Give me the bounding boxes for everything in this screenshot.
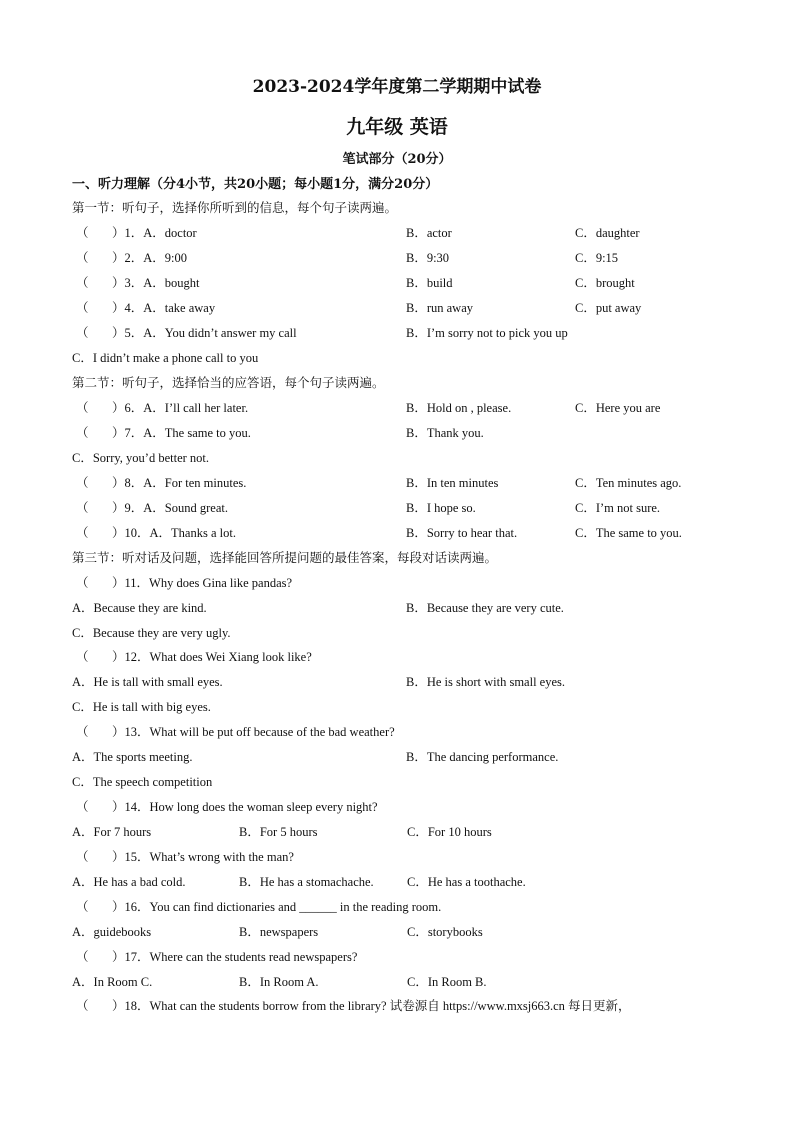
question-2 [0, 248, 794, 266]
section1-instruction: 第一节：听句子，选择你所听到的信息，每个句子读两遍。 [72, 200, 398, 215]
q5-option-b: B．I’m sorry not to pick you up [406, 326, 568, 340]
q15-stem: ）15．What’s wrong with the man? [112, 850, 294, 864]
question-10 [0, 523, 794, 541]
q6-option-c: C．Here you are [575, 401, 661, 415]
q11-option-b: B．Because they are very cute. [406, 601, 564, 615]
paren-open: （ [76, 226, 89, 240]
q5-option-c: C．I didn’t make a phone call to you [72, 351, 259, 365]
paren-open: （ [76, 276, 89, 290]
q8-option-c: C．Ten minutes ago. [575, 476, 682, 490]
exam-part-title: 笔试部分（20分） [342, 152, 452, 167]
q3-option-a: ）3．A．bought [112, 276, 200, 290]
paren-open: （ [76, 900, 89, 914]
q16-option-c: C．storybooks [407, 925, 483, 939]
paren-open: （ [76, 426, 89, 440]
paren-open: （ [76, 476, 89, 490]
q13-option-b: B．The dancing performance. [406, 750, 559, 764]
q16-options [0, 922, 794, 940]
question-15 [0, 847, 794, 865]
paren-open: （ [76, 725, 89, 739]
question-8 [0, 473, 794, 491]
q17-stem: ）17．Where can the students read newspapers? [112, 950, 358, 964]
paren-open: （ [76, 576, 89, 590]
q9-option-c: C．I’m not sure. [575, 501, 661, 515]
paren-open: （ [76, 800, 89, 814]
q2-option-c: C．9:15 [575, 251, 619, 265]
q8-option-a: ）8．A．For ten minutes. [112, 476, 247, 490]
q14-stem: ）14．How long does the woman sleep every night? [112, 800, 378, 814]
q12-option-b: B．He is short with small eyes. [406, 675, 566, 689]
q12-option-a: A．He is tall with small eyes. [72, 675, 223, 689]
q9-option-a: ）9．A．Sound great. [112, 501, 228, 515]
question-18 [0, 996, 794, 1014]
paren-open: （ [76, 650, 89, 664]
q7-option-c: C．Sorry, you’d better not. [72, 451, 210, 465]
q10-option-b: B．Sorry to hear that. [406, 526, 518, 540]
q6-option-a: ）6．A．I’ll call her later. [112, 401, 249, 415]
q13-options [0, 747, 794, 765]
q17-option-a: A．In Room C. [72, 975, 153, 989]
q14-options [0, 822, 794, 840]
question-6 [0, 398, 794, 416]
q4-option-b: B．run away [406, 301, 473, 315]
q13-option-a: A．The sports meeting. [72, 750, 193, 764]
question-12 [0, 647, 794, 665]
q15-option-b: B．He has a stomachache. [239, 875, 374, 889]
q13-stem: ）13．What will be put off because of the bad weather? [112, 725, 395, 739]
q16-option-b: B．newspapers [239, 925, 319, 939]
question-17 [0, 947, 794, 965]
q4-option-a: ）4．A．take away [112, 301, 216, 315]
paren-open: （ [76, 501, 89, 515]
q10-option-c: C．The same to you. [575, 526, 682, 540]
q17-option-b: B．In Room A. [239, 975, 319, 989]
q4-option-c: C．put away [575, 301, 642, 315]
q15-option-a: A．He has a bad cold. [72, 875, 186, 889]
q13-option-c: C．The speech competition [72, 775, 213, 789]
question-5 [0, 323, 794, 341]
q16-stem: ）16．You can find dictionaries and ______ in the reading room. [112, 900, 442, 914]
exam-subtitle: 九年级 英语 [346, 116, 448, 138]
q1-option-c: C．daughter [575, 226, 640, 240]
q12-option-c: C．He is tall with big eyes. [72, 700, 211, 714]
q14-option-a: A．For 7 hours [72, 825, 152, 839]
q11-stem: ）11．Why does Gina like pandas? [112, 576, 293, 590]
q6-option-b: B．Hold on , please. [406, 401, 512, 415]
section2-instruction: 第二节：听句子，选择恰当的应答语，每个句子读两遍。 [72, 375, 385, 390]
q8-option-b: B．In ten minutes [406, 476, 499, 490]
q10-option-a: ）10．A．Thanks a lot. [112, 526, 236, 540]
question-1 [0, 223, 794, 241]
q14-option-b: B．For 5 hours [239, 825, 318, 839]
q1-option-a: ）1．A．doctor [112, 226, 197, 240]
q12-options [0, 672, 794, 690]
q17-option-c: C．In Room B. [407, 975, 487, 989]
question-9 [0, 498, 794, 516]
paren-open: （ [76, 251, 89, 265]
paren-open: （ [76, 301, 89, 315]
q17-options [0, 972, 794, 990]
paren-open: （ [76, 850, 89, 864]
listening-heading: 一、听力理解（分4小节，共20小题；每小题1分，满分20分） [72, 177, 439, 192]
paren-open: （ [76, 526, 89, 540]
question-7 [0, 423, 794, 441]
question-4 [0, 298, 794, 316]
q11-options [0, 598, 794, 616]
q18-stem: ）18．What can the students borrow from the library? 试卷源自 https://www.mxsj663.cn 每日更新， [112, 999, 631, 1013]
q12-stem: ）12．What does Wei Xiang look like? [112, 650, 312, 664]
q16-option-a: A．guidebooks [72, 925, 152, 939]
question-14 [0, 797, 794, 815]
section3-instruction: 第三节：听对话及问题，选择能回答所提问题的最佳答案，每段对话读两遍。 [72, 550, 498, 565]
q3-option-b: B．build [406, 276, 453, 290]
question-13 [0, 722, 794, 740]
q2-option-b: B．9:30 [406, 251, 450, 265]
q15-option-c: C．He has a toothache. [407, 875, 526, 889]
q7-option-a: ）7．A．The same to you. [112, 426, 251, 440]
q2-option-a: ）2．A．9:00 [112, 251, 188, 265]
q11-option-c: C．Because they are very ugly. [72, 626, 231, 640]
q7-option-b: B．Thank you. [406, 426, 484, 440]
q14-option-c: C．For 10 hours [407, 825, 492, 839]
paren-open: （ [76, 950, 89, 964]
question-3 [0, 273, 794, 291]
q15-options [0, 872, 794, 890]
q9-option-b: B．I hope so. [406, 501, 476, 515]
question-16 [0, 897, 794, 915]
paren-open: （ [76, 326, 89, 340]
question-11 [0, 573, 794, 591]
q1-option-b: B．actor [406, 226, 452, 240]
paren-open: （ [76, 999, 89, 1013]
exam-title: 2023-2024学年度第二学期期中试卷 [252, 77, 542, 97]
paren-open: （ [76, 401, 89, 415]
q5-option-a: ）5．A．You didn’t answer my call [112, 326, 297, 340]
q11-option-a: A．Because they are kind. [72, 601, 207, 615]
q3-option-c: C．brought [575, 276, 635, 290]
